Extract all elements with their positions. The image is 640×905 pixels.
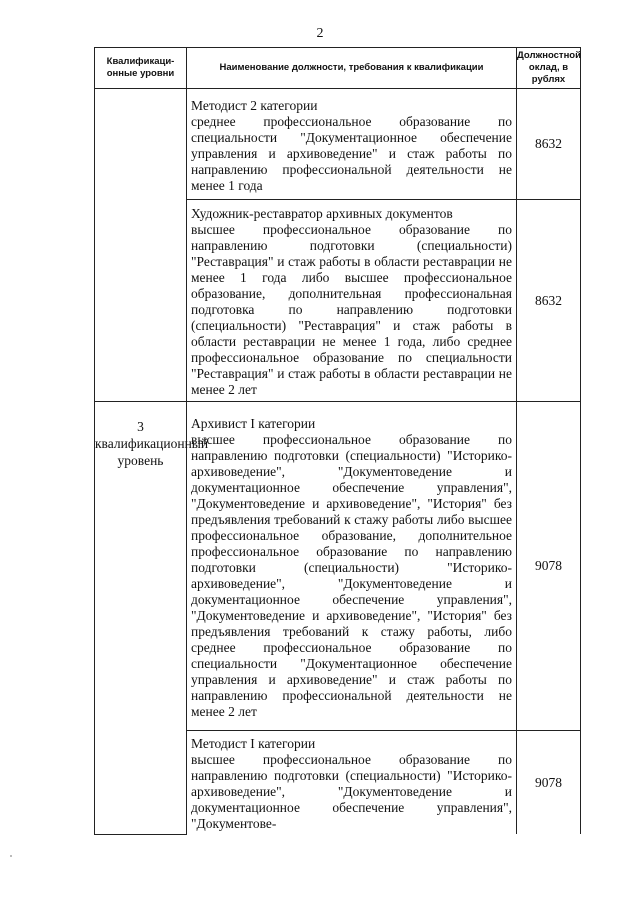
position-title: Методист I категории (191, 736, 316, 751)
position-cell (187, 200, 517, 402)
salary-cell: 8632 (517, 89, 581, 200)
salary-cell: 9078 (517, 402, 581, 731)
position-requirements: высшее профессиональное образование по направлению подготовки (специальности) "Реставрация" и стаж работы в области реставрации не менее 1 года либо высшее профессиональное образование, дополнительная профессиональная подготовка по направлению подготовки (специальности) "Реставрация" и стаж работы в области реставрации не менее 1 года, либо среднее профессиональное образование по специальности "Реставрация" и стаж работы в области реставрации не менее 2 лет (191, 222, 512, 397)
table-row (95, 89, 581, 200)
salary-cell: 8632 (517, 200, 581, 402)
header-description: Наименование должности, требования к квалификации (187, 48, 517, 89)
level-cell (95, 89, 187, 402)
header-salary: Должностной оклад, в рублях (517, 48, 581, 89)
position-title: Методист 2 категории (191, 97, 318, 113)
table-row (95, 402, 581, 731)
position-cell (187, 402, 517, 731)
position-requirements: среднее профессиональное образование по специальности "Документационное обеспечение управления и архивоведение" и стаж работы по направлению профессиональной деятельности не менее 1 года (191, 113, 512, 193)
position-cell (187, 731, 517, 835)
position-cell (187, 89, 517, 200)
position-requirements: высшее профессиональное образование по направлению подготовки (специальности) "Историко-архивоведение", "Документоведение и документационное обеспечение управления", "Документове- (191, 752, 512, 831)
position-title: Художник-реставратор архивных документов (191, 206, 453, 221)
header-levels: Квалификаци-онные уровни (95, 48, 187, 89)
scan-speck (10, 855, 12, 857)
qualification-table (94, 47, 581, 835)
salary-cell: 9078 (517, 731, 581, 835)
table-header-row (95, 48, 581, 89)
position-requirements: высшее профессиональное образование по направлению подготовки (специальности) "Историко-архивоведение", "Документоведение и документационное обеспечение управления", "Документоведение и архивоведение", "История" без предъявления требований к стажу работы либо высшее профессиональное образование, дополнительное профессиональное образование по направлению подготовки (специальности) "Историко-архивоведение", "Документоведение и документационное обеспечение управления", "Документоведение и архивоведение", "История" без предъявления требований к стажу работы, либо среднее профессиональное образование по специальности "Документационное обеспечение управления и архивоведение" и стаж работы по направлению профессиональной деятельности не менее 2 лет (191, 431, 512, 719)
position-title: Архивист I категории (191, 415, 316, 431)
page-number: 2 (316, 26, 324, 41)
level-cell: 3 квалификационный уровень (95, 402, 187, 835)
